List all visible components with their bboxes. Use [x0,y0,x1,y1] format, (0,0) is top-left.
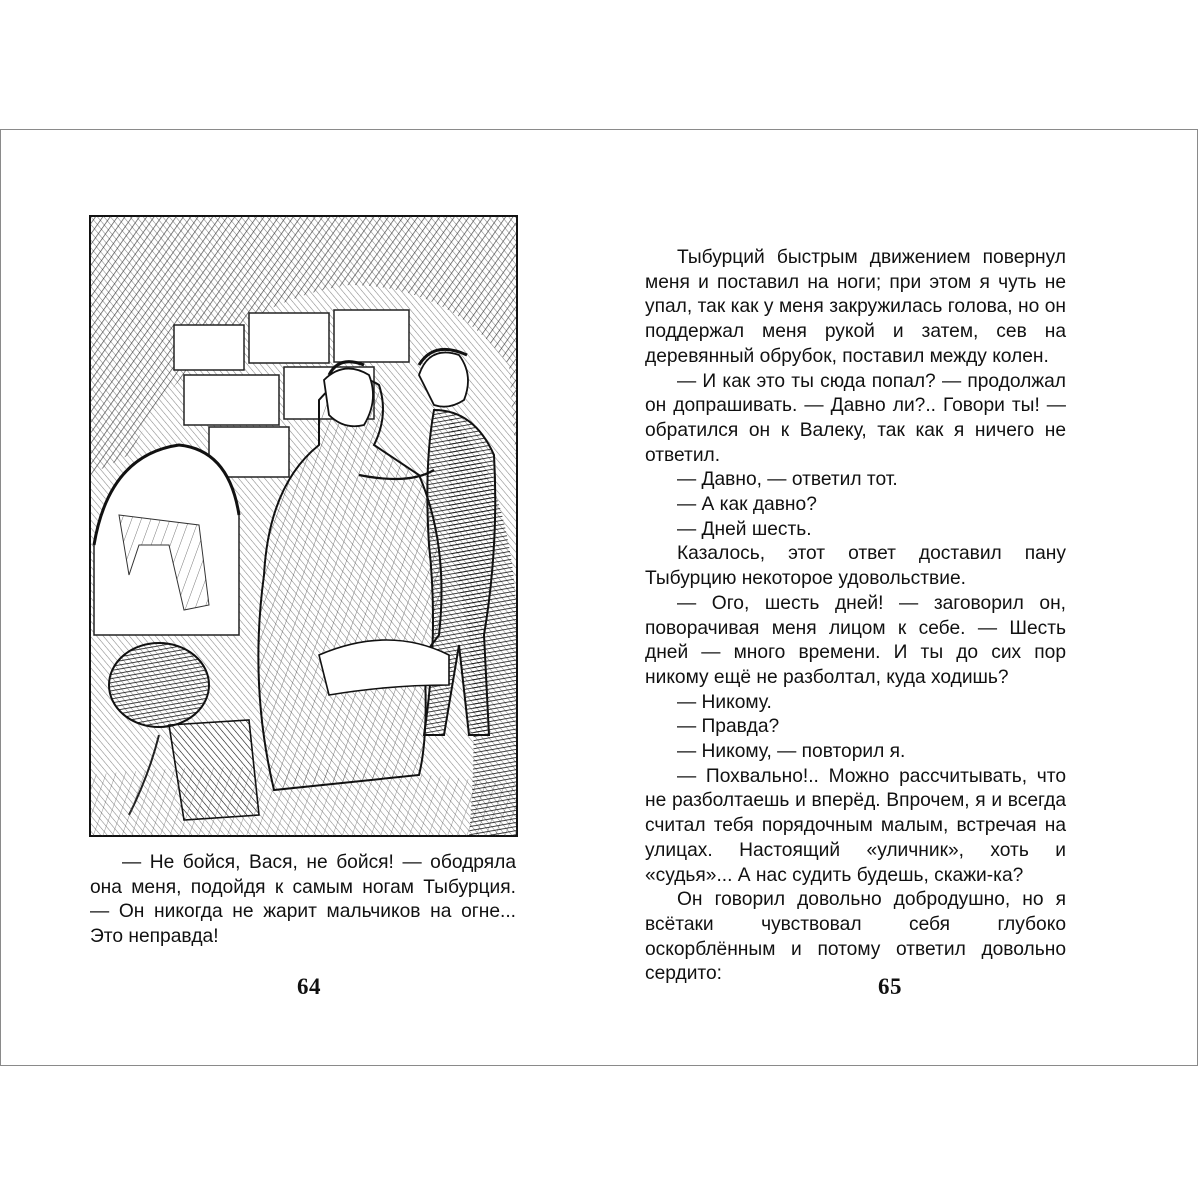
paragraph: Тыбурций быстрым движением повернул меня и поставил на ноги; при этом я чуть не упал, так как у меня закружилась голова, но он поддержал меня рукой и затем, сев на деревянный обрубок, поставил между колен. [645,247,1066,367]
paragraph: — Никому, — повторил я. [677,741,906,763]
right-page [600,130,1199,1065]
paragraph: — Давно, — ответил тот. [677,469,898,491]
paragraph: Казалось, этот ответ доставил пану Тыбурцию некоторое удовольствие. [645,543,1066,590]
paragraph: — Ого, шесть дней! — заговорил он, поворачивая меня лицом к себе. — Шесть дней — много времени. И ты до сих пор никому ещё не разболтал, куда ходишь? [645,592,1066,688]
paragraph: — А как давно? [677,494,817,516]
page-number: 64 [297,974,321,999]
paragraph: — Не бойся, Вася, не бойся! — ободряла она меня, подойдя к самым ногам Тыбурция. — Он никогда не жарит мальчиков на огне... Это неправда! [90,852,516,948]
paragraph: — И как это ты сюда попал? — продолжал он допрашивать. — Давно ли?.. Говори ты! — обратился он к Валеку, так как я ничего не ответил. [645,370,1066,466]
paragraph: Он говорил довольно добродушно, но я всётаки чувствовал себя глубоко оскорблённым и потому ответил довольно сердито: [645,889,1066,985]
left-page [1,130,600,1065]
page-number: 65 [878,974,902,999]
book-spread [0,129,1198,1066]
illustration [89,215,518,837]
illustration-icon [89,215,518,837]
paragraph: — Похвально!.. Можно рассчитывать, что не разболтаешь и вперёд. Впрочем, я и всегда считал тебя порядочным малым, встречая на улицах. Настоящий «уличник», хоть и «судья»... А нас судить будешь, скажи-ка? [645,765,1066,886]
paragraph: — Дней шесть. [677,518,812,540]
right-page-text [645,246,1066,987]
paragraph: — Никому. [677,691,772,713]
paragraph: — Правда? [677,716,780,738]
left-page-text [90,851,516,950]
